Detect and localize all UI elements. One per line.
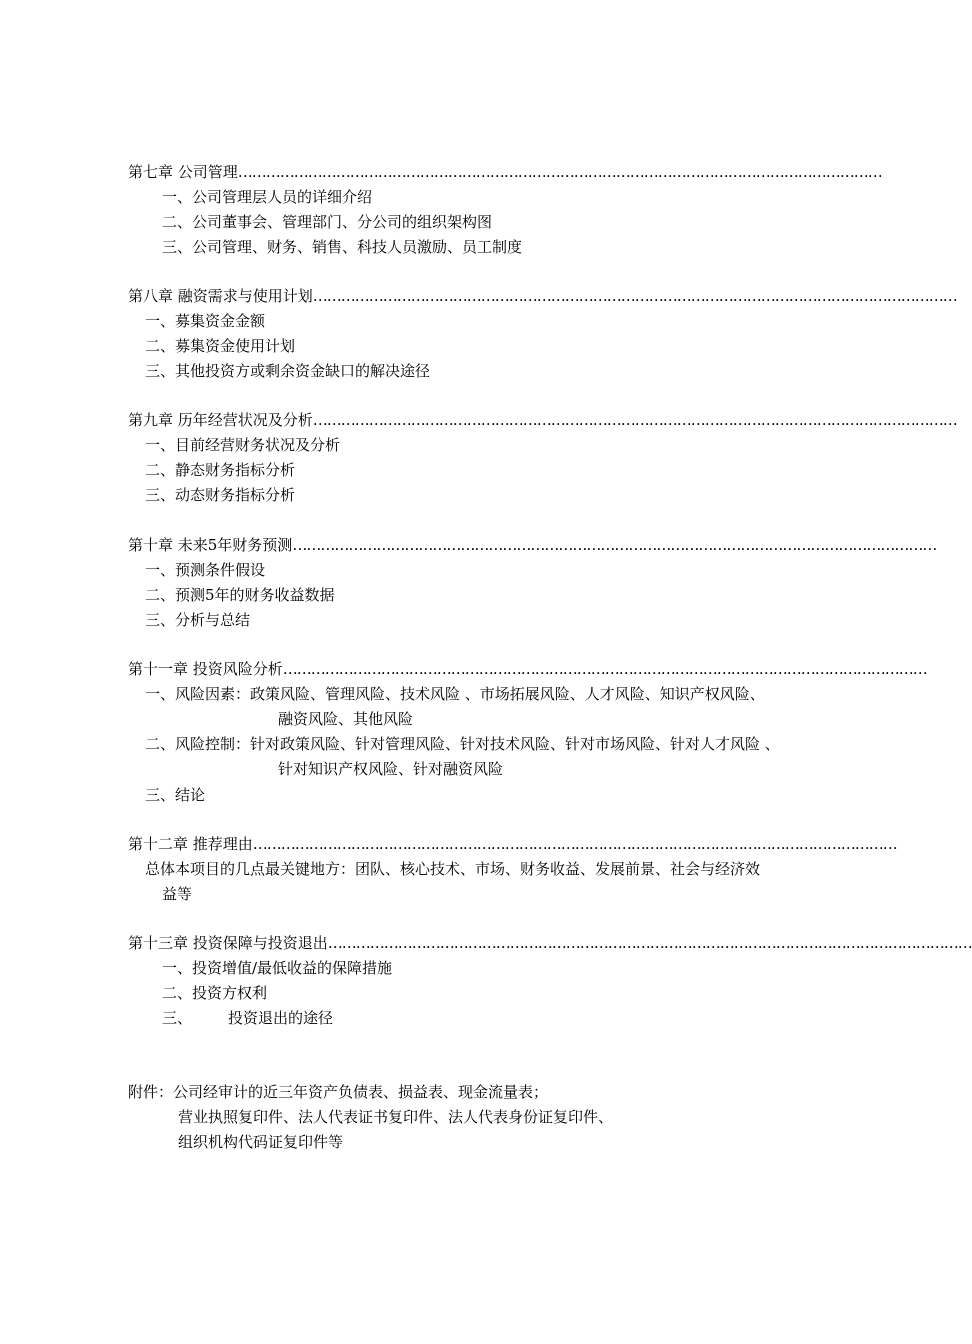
chapter-12-text: 总体本项目的几点最关键地方：团队、核心技术、市场、财务收益、发展前景、社会与经济效: [145, 860, 761, 878]
appendix-line-3: 组织机构代码证复印件等: [178, 1133, 344, 1151]
chapter-13-item-2: 二、投资方权利: [162, 984, 268, 1002]
leader-dots: …………………………………………………………………………………………………………………………: [312, 287, 957, 305]
appendix-line-1: [128, 1082, 548, 1102]
risk-factors-text: 政策风险、管理风险、技术风险 、市场拓展风险、人才风险、知识产权风险、: [250, 685, 765, 703]
chapter-10-item-3: 三、分析与总结: [145, 611, 251, 629]
appendix-label: 附件：: [128, 1083, 174, 1101]
chapter-8-heading: [128, 286, 957, 306]
leader-dots: …………………………………………………………………………………………………………………………: [327, 934, 972, 952]
chapter-10-item-2: 二、预测5年的财务收益数据: [145, 586, 335, 604]
chapter-7-item-2: 二、公司董事会、管理部门、分公司的组织架构图: [162, 213, 493, 231]
leader-dots: …………………………………………………………………………………………………………………………: [312, 411, 957, 429]
chapter-7-item-1: 一、公司管理层人员的详细介绍: [162, 188, 373, 206]
chapter-11-heading: [128, 659, 927, 679]
chapter-9-item-1: 一、目前经营财务状况及分析: [145, 436, 341, 454]
chapter-10-item-1: 一、预测条件假设: [145, 561, 266, 579]
chapter-7-title: 第七章 公司管理: [128, 163, 238, 181]
chapter-11-item-3: 三、结论: [145, 786, 206, 804]
chapter-9-item-2: 二、静态财务指标分析: [145, 461, 296, 479]
chapter-13-item-3-number: 三、: [162, 1009, 193, 1027]
risk-control-text: 针对政策风险、针对管理风险、针对技术风险、针对市场风险、针对人才风险 、: [250, 735, 780, 753]
chapter-12-text-continuation: 益等: [162, 885, 193, 903]
chapter-10-heading: [128, 535, 937, 555]
chapter-13-title: 第十三章 投资保障与投资退出: [128, 934, 328, 952]
chapter-8-item-3: 三、其他投资方或剩余资金缺口的解决途径: [145, 362, 431, 380]
risk-control-continuation: 针对知识产权风险、针对融资风险: [278, 760, 504, 778]
risk-control-label: 二、风险控制：: [145, 735, 251, 753]
risk-factors-continuation: 融资风险、其他风险: [278, 710, 414, 728]
chapter-13-item-1: 一、投资增值/最低收益的保障措施: [162, 959, 393, 977]
chapter-12-heading: [128, 834, 897, 854]
chapter-7-item-3: 三、公司管理、财务、销售、科技人员激励、员工制度: [162, 238, 523, 256]
appendix-line-2: 营业执照复印件、法人代表证书复印件、法人代表身份证复印件、: [178, 1108, 614, 1126]
chapter-8-title: 第八章 融资需求与使用计划: [128, 287, 313, 305]
chapter-12-title: 第十二章 推荐理由: [128, 835, 253, 853]
chapter-11-item-1: [145, 684, 765, 704]
chapter-8-item-2: 二、募集资金使用计划: [145, 337, 296, 355]
appendix-text-1: 公司经审计的近三年资产负债表、损益表、现金流量表；: [173, 1083, 549, 1101]
chapter-7-heading: [128, 162, 882, 182]
chapter-13-item-3: 投资退出的途径: [228, 1009, 334, 1027]
chapter-11-item-2: [145, 734, 780, 754]
chapter-9-title: 第九章 历年经营状况及分析: [128, 411, 313, 429]
leader-dots: …………………………………………………………………………………………………………………………: [252, 835, 897, 853]
leader-dots: …………………………………………………………………………………………………………………………: [282, 660, 927, 678]
leader-dots: …………………………………………………………………………………………………………………………: [292, 536, 937, 554]
chapter-11-title: 第十一章 投资风险分析: [128, 660, 283, 678]
chapter-13-heading: [128, 933, 972, 953]
chapter-10-title: 第十章 未来5年财务预测: [128, 536, 293, 554]
chapter-8-item-1: 一、募集资金金额: [145, 312, 266, 330]
leader-dots: …………………………………………………………………………………………………………………………: [237, 163, 882, 181]
risk-factors-label: 一、风险因素：: [145, 685, 251, 703]
chapter-9-item-3: 三、动态财务指标分析: [145, 486, 296, 504]
chapter-9-heading: [128, 410, 957, 430]
